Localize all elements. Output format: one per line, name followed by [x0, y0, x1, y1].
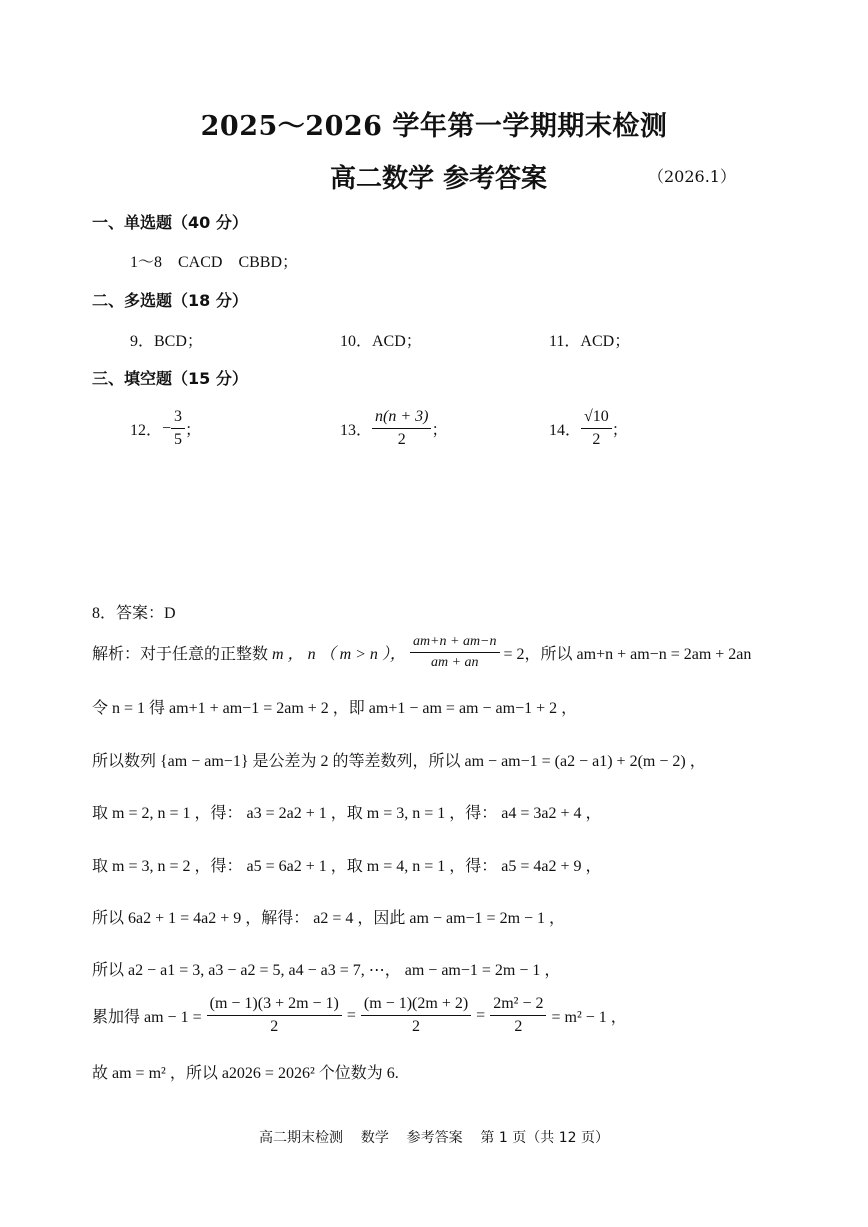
answer-q12 — [130, 408, 201, 450]
line8-f3-numerator: 2m² − 2 — [490, 995, 546, 1016]
solution-line-2: 令 n = 1 得 am+1 + am−1 = 2am + 2 ，即 am+1 − am = am − am−1 + 2 ， — [92, 700, 578, 717]
document-date: （2026.1） — [648, 167, 736, 186]
solution-answer: 8．答案：D — [92, 605, 176, 622]
q13-fraction — [372, 408, 431, 450]
line1-frac-numerator: am+n + am−n — [410, 634, 500, 653]
q12-denominator: 5 — [174, 431, 183, 449]
q12-label: 12． — [130, 422, 163, 440]
line8-f1-denominator: 2 — [270, 1018, 279, 1036]
document-title: 2025～2026 学年第一学期期末检测 — [200, 111, 668, 142]
q13-label: 13． — [340, 422, 373, 440]
answer-q10: 10．ACD； — [340, 333, 422, 350]
line1-prefix: 解析：对于任意的正整数 — [92, 646, 269, 664]
q14-numerator: √10 — [581, 408, 612, 429]
solution-line-5: 取 m = 3, n = 2 ，得： a5 = 6a2 + 1 ，取 m = 4, n = 1 ，得： a5 = 4a2 + 9 ， — [92, 858, 602, 875]
q13-denominator: 2 — [397, 431, 406, 449]
line8-suffix: = m² − 1 ， — [551, 1009, 627, 1027]
equals-sign: = — [476, 1006, 486, 1024]
q14-semicolon: ； — [611, 422, 628, 440]
q12-semicolon: ； — [185, 422, 202, 440]
answer-q11: 11．ACD； — [549, 333, 631, 350]
section-heading-multi-choice: 二、多选题（18 分） — [92, 291, 248, 310]
section-heading-single-choice: 一、单选题（40 分） — [92, 213, 248, 232]
page-footer: 高二期末检测 数学 参考答案 第 1 页（共 12 页） — [259, 1130, 609, 1146]
q14-label: 14． — [549, 422, 582, 440]
solution-line-7: 所以 a2 − a1 = 3, a3 − a2 = 5, a4 − a3 = 7, ⋯， am − am−1 = 2m − 1 ， — [92, 962, 561, 979]
equals-sign: = — [346, 1006, 356, 1024]
answer-q14 — [549, 408, 628, 450]
solution-line-8 — [92, 995, 627, 1037]
section-heading-fill-blank: 三、填空题（15 分） — [92, 369, 248, 388]
q14-denominator: 2 — [592, 431, 601, 449]
line8-f2-numerator: (m − 1)(2m + 2) — [361, 995, 471, 1016]
line8-fraction-1 — [207, 995, 342, 1037]
single-choice-answers: 1～8 CACD CBBD； — [130, 254, 299, 271]
line8-prefix: 累加得 am − 1 = — [92, 1009, 202, 1027]
answer-q13 — [340, 408, 447, 450]
answer-q9: 9．BCD； — [130, 333, 203, 350]
line1-fraction — [410, 634, 500, 671]
q12-fraction — [171, 408, 185, 450]
q13-semicolon: ； — [431, 422, 448, 440]
solution-line-3: 所以数列 {am − am−1} 是公差为 2 的等差数列，所以 am − am−1 = (a2 − a1) + 2(m − 2) ， — [92, 753, 706, 770]
line8-f1-numerator: (m − 1)(3 + 2m − 1) — [207, 995, 342, 1016]
q14-fraction — [581, 408, 612, 450]
line1-frac-denominator: am + an — [430, 655, 479, 671]
document-subtitle: 高二数学 参考答案 — [330, 164, 548, 194]
line1-condition: m ， n （ m > n ）， — [272, 646, 406, 664]
line8-f2-denominator: 2 — [412, 1018, 421, 1036]
solution-line-4: 取 m = 2, n = 1 ，得： a3 = 2a2 + 1 ，取 m = 3, n = 1 ，得： a4 = 3a2 + 4 ， — [92, 805, 602, 822]
line8-fraction-2 — [361, 995, 471, 1037]
q13-numerator: n(n + 3) — [372, 408, 431, 429]
q12-numerator: 3 — [171, 408, 185, 429]
line1-rest: = 2，所以 am+n + am−n = 2am + 2an — [503, 646, 752, 664]
solution-line-9: 故 am = m² ，所以 a2026 = 2026² 个位数为 6. — [92, 1065, 399, 1082]
solution-line-6: 所以 6a2 + 1 = 4a2 + 9 ，解得： a2 = 4 ，因此 am − am−1 = 2m − 1 ， — [92, 910, 566, 927]
q12-sign: − — [162, 419, 172, 437]
line8-f3-denominator: 2 — [514, 1018, 523, 1036]
line8-fraction-3 — [490, 995, 546, 1037]
solution-line-1 — [92, 634, 751, 671]
